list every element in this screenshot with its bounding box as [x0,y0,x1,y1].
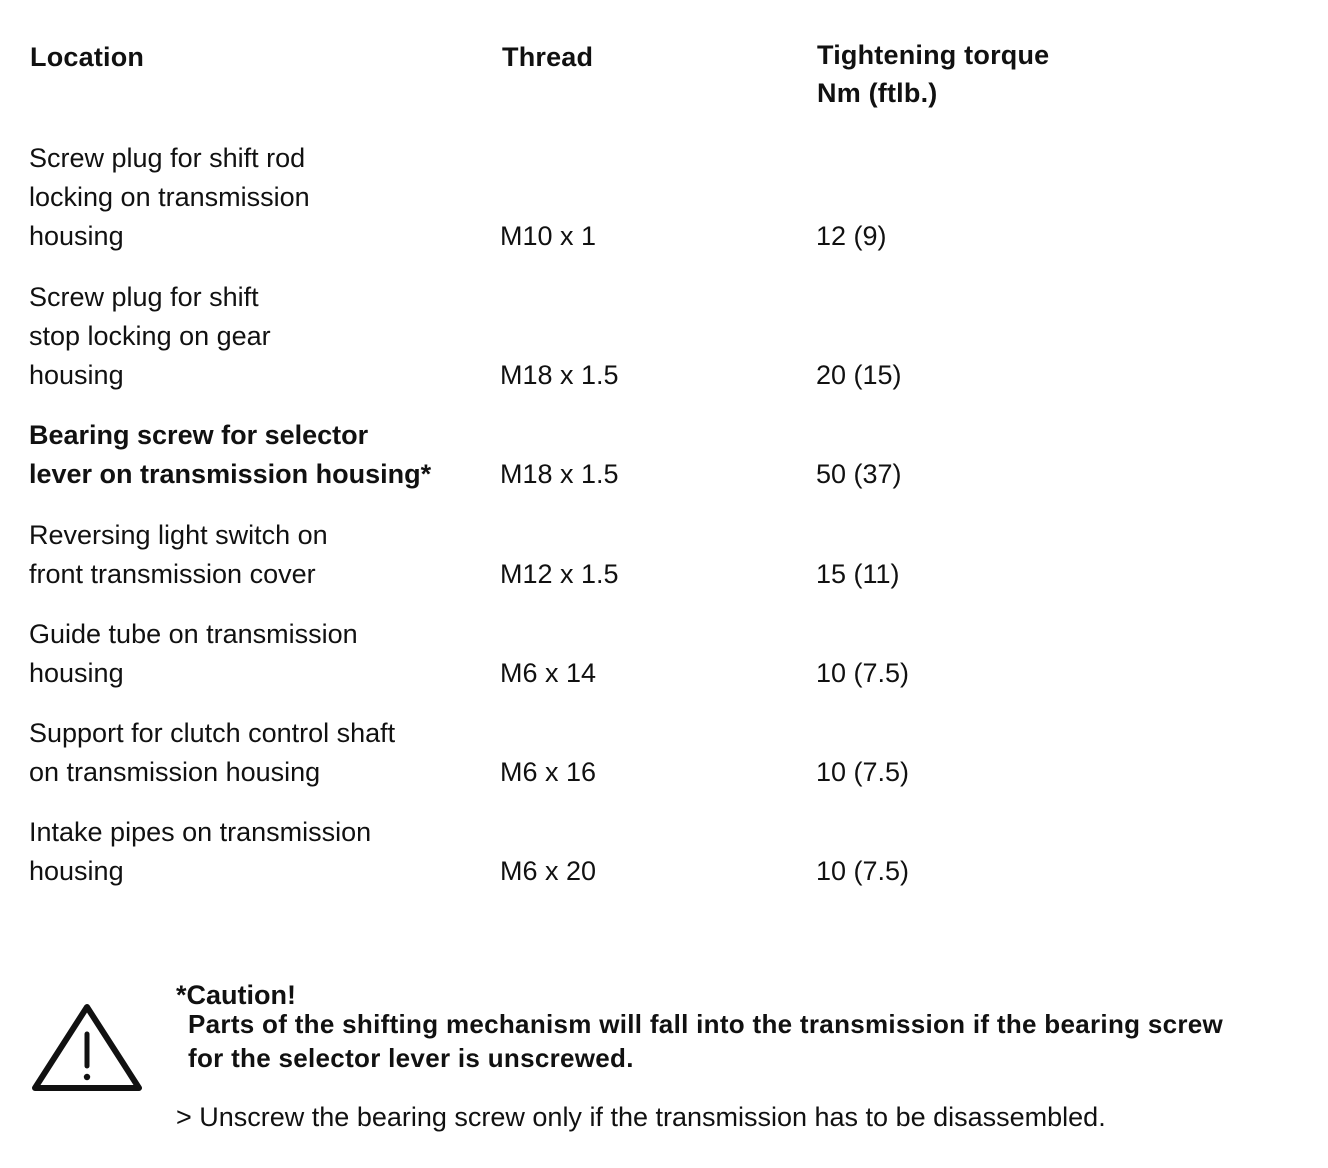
torque-cell: 20 (15) [816,360,902,390]
thread-cell: M18 x 1.5 [500,459,619,489]
torque-cell: 12 (9) [816,221,887,251]
thread-cell: M6 x 16 [500,757,597,787]
torque-cell: 50 (37) [816,459,902,489]
header-thread: Thread [502,42,594,72]
table-row [0,139,1328,256]
table-row [0,516,1328,594]
torque-cell: 15 (11) [816,559,900,589]
location-cell: Reversing light switch on front transmission cover [29,520,328,589]
instruction-text: > Unscrew the bearing screw only if the transmission has to be disassembled. [176,1102,1106,1132]
location-cell: Intake pipes on transmission housing [29,817,372,886]
thread-cell: M12 x 1.5 [500,559,619,589]
caution-body: Parts of the shifting mechanism will fall into the transmission if the bearing screw for the selector lever is unscrewed. [188,1009,1224,1073]
torque-cell: 10 (7.5) [816,658,910,688]
thread-cell: M18 x 1.5 [500,360,619,390]
header-tightening-torque: Tightening torque Nm (ftlb.) [817,40,1050,108]
table-row [0,615,1328,693]
location-cell: Bearing screw for selector lever on transmission housing* [29,420,432,489]
warning-triangle-icon [30,1002,144,1094]
torque-cell: 10 (7.5) [816,856,910,886]
thread-cell: M10 x 1 [500,221,597,251]
header-location: Location [30,42,145,72]
table-row [0,714,1328,792]
table-row [0,813,1328,891]
table-row [0,278,1328,395]
torque-cell: 10 (7.5) [816,757,910,787]
location-cell: Screw plug for shift rod locking on transmission housing [29,143,310,251]
location-cell: Guide tube on transmission housing [29,619,358,688]
table-row [0,416,1328,494]
location-cell: Screw plug for shift stop locking on gear housing [29,282,271,390]
location-cell: Support for clutch control shaft on transmission housing [29,718,396,787]
thread-cell: M6 x 20 [500,856,597,886]
caution-title: *Caution! [176,980,296,1010]
thread-cell: M6 x 14 [500,658,597,688]
